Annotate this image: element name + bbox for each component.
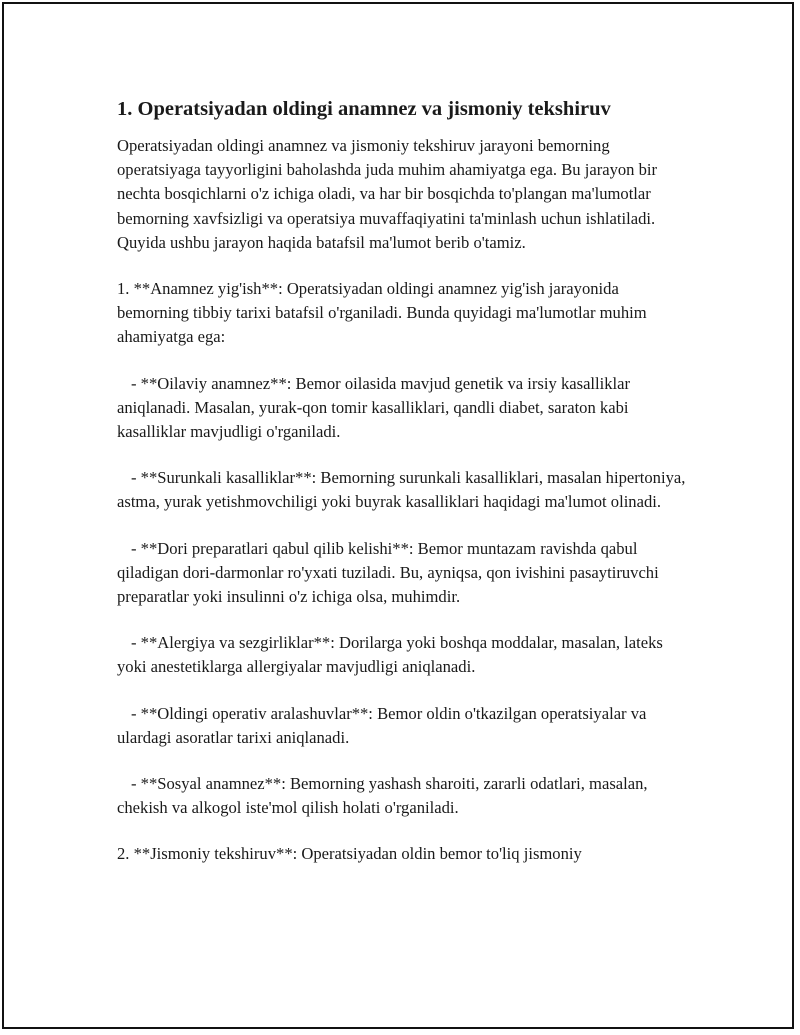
medications-item: - **Dori preparatlari qabul qilib kelishi**: Bemor muntazam ravishda qabul qiladigan dori-darmonlar ro'yxati tuziladi. Bu, ayniqsa, qon ivishini pasaytiruvchi preparatlar yoki insulinni o'z ichiga olsa, muhimdir.: [117, 538, 659, 607]
previous-surgeries-item: - **Oldingi operativ aralashuvlar**: Bemor oldin o'tkazilgan operatsiyalar va ulardagi asoratlar tarixi aniqlanadi.: [117, 703, 647, 747]
document-body: [117, 96, 687, 889]
anamnesis-paragraph: 1. **Anamnez yig'ish**: Operatsiyadan oldingi anamnez yig'ish jarayonida bemorning tibbiy tarixi batafsil o'rganiladi. Bunda quyidagi ma'lumotlar muhim ahamiyatga ega:: [117, 279, 647, 347]
intro-paragraph: Operatsiyadan oldingi anamnez va jismoniy tekshiruv jarayoni bemorning operatsiyaga tayyorligini baholashda juda muhim ahamiyatga ega. Bu jarayon bir nechta bosqichlarni o'z ichiga oladi, va har bir bosqichda to'plangan ma'lumotlar bemorning xavfsizligi va operatsiya muvaffaqiyatini ta'minlash uchun ishlatiladi. Quyida ushbu jarayon haqida batafsil ma'lumot berib o'tamiz.: [117, 136, 658, 252]
section-heading: 1. Operatsiyadan oldingi anamnez va jismoniy tekshiruv: [117, 98, 611, 120]
allergies-item: - **Alergiya va sezgirliklar**: Dorilarga yoki boshqa moddalar, masalan, lateks yoki anestetiklarga allergiyalar mavjudligi aniqlanadi.: [117, 633, 663, 677]
family-history-item: - **Oilaviy anamnez**: Bemor oilasida mavjud genetik va irsiy kasalliklar aniqlanadi. Masalan, yurak-qon tomir kasalliklari, qandli diabet, saraton kabi kasalliklar mavjudligi o'rganiladi.: [117, 373, 631, 442]
physical-exam-paragraph: 2. **Jismoniy tekshiruv**: Operatsiyadan oldin bemor to'liq jismoniy: [117, 844, 582, 864]
chronic-diseases-item: - **Surunkali kasalliklar**: Bemorning surunkali kasalliklari, masalan hipertoniya, astma, yurak yetishmovchiligi yoki buyrak kasalliklari haqidagi ma'lumot olinadi.: [117, 468, 686, 512]
social-history-item: - **Sosyal anamnez**: Bemorning yashash sharoiti, zararli odatlari, masalan, chekish va alkogol iste'mol qilish holati o'rganiladi.: [117, 774, 648, 818]
